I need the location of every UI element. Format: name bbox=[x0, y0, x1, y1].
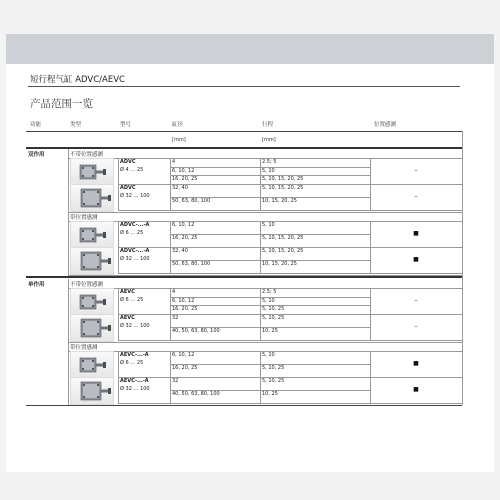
cylinder-large-icon-drawing bbox=[71, 315, 113, 341]
column-divider bbox=[370, 288, 371, 314]
position-sensing-mark: ■ bbox=[413, 256, 419, 263]
position-sensing-mark: ■ bbox=[413, 386, 419, 393]
sensing-variant-label: 不带位置感测 bbox=[70, 152, 104, 158]
bore-cell: 50, 63, 80, 100 bbox=[172, 198, 211, 204]
column-divider bbox=[68, 279, 69, 405]
diameter-range: Ø 6 … 25 bbox=[120, 230, 144, 236]
column-divider bbox=[370, 184, 371, 210]
stroke-cell: 5, 10 bbox=[262, 352, 275, 358]
diameter-range: Ø 32 … 100 bbox=[120, 256, 150, 262]
position-sensing-mark: ■ bbox=[413, 360, 419, 367]
bore-cell: 6, 10, 12 bbox=[172, 222, 195, 228]
stroke-cell: 5, 10, 25 bbox=[262, 378, 285, 384]
cylinder-large-icon bbox=[70, 314, 114, 342]
diameter-range: Ø 6 … 25 bbox=[120, 360, 144, 366]
bore-cell: 6, 10, 12 bbox=[172, 167, 195, 174]
column-divider bbox=[118, 247, 119, 273]
row-divider bbox=[26, 405, 462, 406]
row-divider bbox=[26, 147, 462, 149]
position-sensing-mark: – bbox=[414, 323, 418, 330]
bore-cell: 6, 10, 12 bbox=[172, 297, 195, 304]
model-name: ADVC bbox=[120, 185, 136, 191]
stroke-cell: 5, 10, 25 bbox=[262, 306, 285, 313]
header-type: 类型 bbox=[70, 122, 82, 128]
position-sensing-mark: – bbox=[414, 167, 418, 174]
column-divider bbox=[118, 351, 119, 377]
cylinder-small-icon-drawing bbox=[71, 222, 113, 248]
stroke-cell: 5, 10, 15, 20, 25 bbox=[262, 176, 304, 183]
sensing-variant-label: 带位置感测 bbox=[70, 345, 98, 351]
stroke-cell: 2.5; 5 bbox=[262, 289, 277, 295]
bore-cell: 16, 20, 25 bbox=[172, 235, 198, 241]
bore-cell: 32, 40 bbox=[172, 185, 188, 191]
model-name: AEVC bbox=[120, 289, 135, 295]
header-position-sensing: 位置感测 bbox=[374, 122, 397, 128]
stroke-cell: 5, 10 bbox=[262, 297, 275, 304]
title-divider bbox=[28, 86, 460, 87]
cylinder-small-icon bbox=[70, 221, 114, 249]
row-divider bbox=[68, 212, 462, 213]
position-sensing-mark: ■ bbox=[413, 230, 419, 237]
stroke-cell: 5, 10 bbox=[262, 167, 275, 174]
bore-cell: 32, 40 bbox=[172, 248, 188, 254]
cylinder-small-icon bbox=[70, 351, 114, 379]
diameter-range: Ø 32 … 100 bbox=[120, 193, 150, 199]
model-name: AEVC bbox=[120, 315, 135, 321]
header-bore-unit: [mm] bbox=[172, 137, 186, 143]
cylinder-large-icon bbox=[70, 377, 114, 405]
stroke-cell: 10, 15, 20, 25 bbox=[262, 198, 297, 204]
bore-cell: 32 bbox=[172, 315, 179, 321]
row-divider bbox=[118, 210, 462, 211]
header-function: 功能 bbox=[30, 122, 42, 128]
column-divider bbox=[170, 377, 171, 403]
bore-cell: 4 bbox=[172, 159, 176, 165]
diameter-range: Ø 32 … 100 bbox=[120, 386, 150, 392]
stroke-cell: 5, 10, 15, 20, 25 bbox=[262, 185, 304, 191]
column-divider bbox=[118, 221, 119, 247]
cylinder-large-icon bbox=[70, 184, 114, 212]
section-title: 产品范围一览 bbox=[30, 98, 93, 110]
stroke-cell: 2.5; 5 bbox=[262, 159, 277, 165]
bore-cell: 4 bbox=[172, 289, 176, 295]
diameter-range: Ø 6 … 25 bbox=[120, 297, 144, 303]
bore-cell: 40, 50, 63, 80, 100 bbox=[172, 391, 220, 397]
column-divider bbox=[370, 158, 371, 184]
cylinder-large-icon-drawing bbox=[71, 185, 113, 211]
row-divider bbox=[26, 276, 462, 278]
column-divider bbox=[370, 221, 371, 247]
function-label: 双作用 bbox=[28, 152, 45, 158]
stroke-cell: 10, 25 bbox=[262, 328, 278, 334]
cylinder-large-icon-drawing bbox=[71, 248, 113, 274]
column-divider bbox=[170, 184, 171, 210]
header-bore: 缸径 bbox=[172, 122, 184, 128]
header-stroke: 行程 bbox=[262, 122, 274, 128]
column-divider bbox=[118, 158, 119, 184]
sensing-variant-label: 不带位置感测 bbox=[70, 282, 104, 288]
column-divider bbox=[370, 314, 371, 340]
model-name: AEVC-...-A bbox=[120, 378, 149, 384]
cylinder-small-icon bbox=[70, 288, 114, 316]
column-divider bbox=[260, 247, 261, 273]
position-sensing-mark: – bbox=[414, 193, 418, 200]
column-divider bbox=[170, 351, 171, 377]
bore-cell: 32 bbox=[172, 378, 179, 384]
column-divider bbox=[118, 288, 119, 314]
sensing-variant-label: 带位置感测 bbox=[70, 215, 98, 221]
cylinder-small-icon-drawing bbox=[71, 352, 113, 378]
row-divider bbox=[118, 273, 462, 274]
header-stroke-unit: [mm] bbox=[262, 137, 276, 143]
bore-cell: 16, 20, 25 bbox=[172, 365, 198, 371]
stroke-cell: 5, 10, 25 bbox=[262, 315, 285, 321]
bore-cell: 50, 63, 80, 100 bbox=[172, 261, 211, 267]
column-divider bbox=[170, 221, 171, 247]
column-divider bbox=[170, 247, 171, 273]
column-divider bbox=[260, 377, 261, 403]
column-divider bbox=[118, 314, 119, 340]
stroke-cell: 5, 10, 15, 20, 25 bbox=[262, 235, 304, 241]
row-divider bbox=[118, 403, 462, 404]
column-divider bbox=[370, 247, 371, 273]
column-divider bbox=[118, 184, 119, 210]
cylinder-small-icon bbox=[70, 158, 114, 186]
column-divider bbox=[170, 314, 171, 340]
stroke-cell: 5, 10, 15, 20, 25 bbox=[262, 248, 304, 254]
column-divider bbox=[260, 221, 261, 247]
function-label: 单作用 bbox=[28, 282, 45, 288]
column-divider bbox=[170, 158, 171, 184]
model-name: ADVC-...-A bbox=[120, 222, 150, 228]
column-divider bbox=[260, 288, 261, 314]
row-divider bbox=[26, 131, 462, 132]
stroke-cell: 10, 15, 20, 25 bbox=[262, 261, 297, 267]
column-divider bbox=[260, 184, 261, 210]
stroke-cell: 5, 10, 25 bbox=[262, 365, 285, 371]
column-divider bbox=[462, 131, 463, 405]
bore-cell: 16, 20, 25 bbox=[172, 176, 198, 183]
column-divider bbox=[118, 377, 119, 403]
column-divider bbox=[370, 377, 371, 403]
bore-cell: 16, 20, 25 bbox=[172, 306, 198, 313]
stroke-cell: 5, 10 bbox=[262, 222, 275, 228]
model-name: ADVC-...-A bbox=[120, 248, 150, 254]
model-name: ADVC bbox=[120, 159, 136, 165]
model-name: AEVC-...-A bbox=[120, 352, 149, 358]
cylinder-large-icon-drawing bbox=[71, 378, 113, 404]
row-divider bbox=[68, 342, 462, 343]
stroke-cell: 10, 25 bbox=[262, 391, 278, 397]
position-sensing-mark: – bbox=[414, 297, 418, 304]
column-divider bbox=[68, 149, 69, 275]
cylinder-small-icon-drawing bbox=[71, 289, 113, 315]
column-divider bbox=[260, 351, 261, 377]
document-title: 短行程气缸 ADVC/AEVC bbox=[30, 75, 125, 85]
row-divider bbox=[118, 340, 462, 341]
bore-cell: 6, 10, 12 bbox=[172, 352, 195, 358]
header-model: 型号 bbox=[120, 122, 132, 128]
cylinder-large-icon bbox=[70, 247, 114, 275]
column-divider bbox=[260, 158, 261, 184]
diameter-range: Ø 4 … 25 bbox=[120, 167, 144, 173]
bore-cell: 40, 50, 63, 80, 100 bbox=[172, 328, 220, 334]
cylinder-small-icon-drawing bbox=[71, 159, 113, 185]
column-divider bbox=[260, 314, 261, 340]
diameter-range: Ø 32 … 100 bbox=[120, 323, 150, 329]
column-divider bbox=[370, 351, 371, 377]
header-band bbox=[6, 34, 494, 64]
column-divider bbox=[170, 288, 171, 314]
